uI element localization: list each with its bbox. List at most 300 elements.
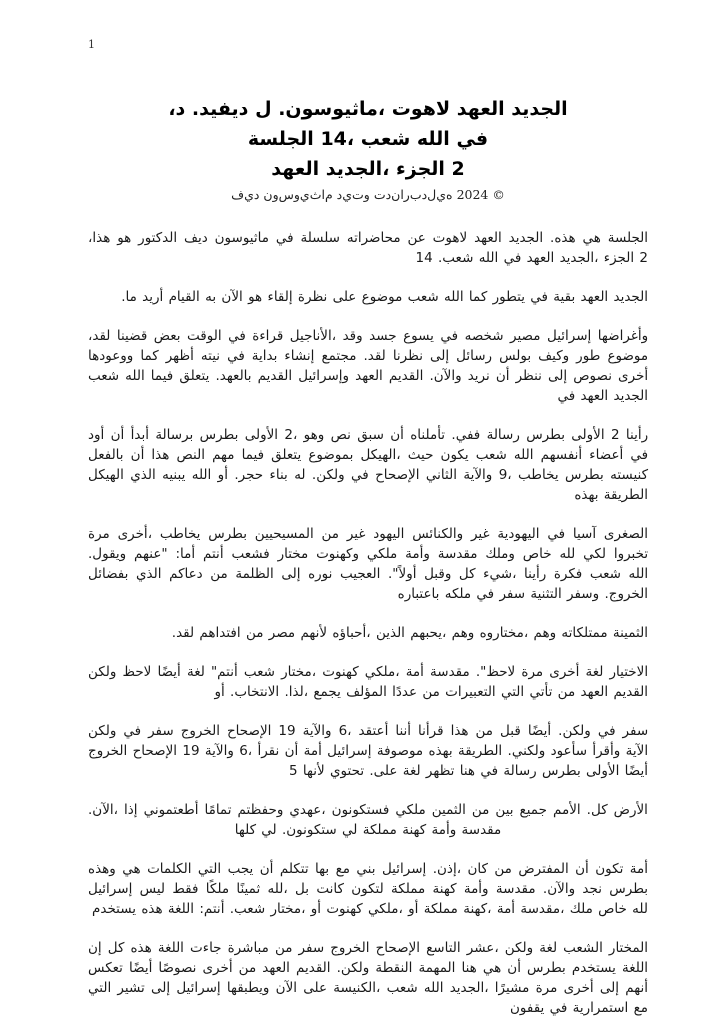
word: ملكي <box>395 802 426 818</box>
word: الطريقة <box>603 487 648 503</box>
word: الجديد <box>613 388 648 404</box>
word: من <box>475 723 494 739</box>
word: الهيكل، <box>360 447 401 463</box>
word: اللغة <box>157 940 184 956</box>
word: ننظر <box>515 368 542 384</box>
word: مختاروه، <box>479 625 529 641</box>
word: لله <box>632 901 648 917</box>
word: يستخدم <box>571 960 616 976</box>
word: هو <box>248 289 263 305</box>
word: ولكن <box>504 940 534 956</box>
word: به <box>205 289 217 305</box>
word: كهنة <box>432 881 457 897</box>
word: الإصحاح <box>226 723 272 739</box>
word: .ولكن <box>558 723 591 739</box>
word: أعضاء <box>589 447 624 463</box>
word: نصوصًا <box>158 960 197 976</box>
word: الاختيار <box>609 664 649 680</box>
word: أحباؤه، <box>332 625 371 641</box>
word: 19 <box>182 743 200 759</box>
word: لاهوت <box>432 230 468 246</box>
word: الكلمات <box>147 861 192 877</box>
word: موضوع <box>361 289 403 305</box>
word: التعبيرات <box>445 684 496 700</box>
word: رسالة <box>486 427 520 443</box>
word: .الآن، <box>88 802 119 818</box>
word: .على <box>369 763 398 779</box>
word: الآية <box>625 743 649 759</box>
word: .ولكن <box>336 960 370 976</box>
word: د‌ي‌ف <box>231 187 260 202</box>
word: الله <box>444 289 464 305</box>
word: 9، <box>498 467 512 483</box>
word: المهمة <box>418 960 456 976</box>
word: أبدأ <box>130 427 149 443</box>
word: مملكة <box>423 901 458 917</box>
word: هي <box>482 960 502 976</box>
word: طور <box>576 348 601 364</box>
word: أخرى <box>618 368 649 384</box>
word: كلها <box>234 822 256 838</box>
word: سفر <box>499 586 526 602</box>
word: الجديد <box>511 98 568 120</box>
word: تأملناه <box>410 427 446 443</box>
word: العهد <box>456 98 505 120</box>
word: 6، <box>239 743 253 759</box>
paragraph <box>88 859 648 919</box>
word: إذا <box>124 802 138 818</box>
word: أن <box>110 427 125 443</box>
word: سفر <box>148 723 174 739</box>
word: لاحظ <box>122 664 152 680</box>
word: في <box>476 586 495 602</box>
word: يكون <box>440 447 469 463</box>
word: ،لقد <box>88 328 111 344</box>
word: النص <box>176 447 205 463</box>
word: وأمة <box>463 881 489 897</box>
word: يقفون <box>510 1000 545 1016</box>
word: إلى <box>281 566 301 582</box>
word: وكيف <box>538 348 570 364</box>
word: النقطة <box>375 960 413 976</box>
word: مجتمع <box>321 348 357 364</box>
word: تكون <box>595 861 624 877</box>
word: الله <box>191 467 212 483</box>
word: أو <box>310 901 322 917</box>
word: .ولكن <box>311 467 345 483</box>
word: رأينا <box>524 566 547 582</box>
word: ملكي، <box>364 664 400 680</box>
word: يتعلق <box>179 368 210 384</box>
word: لله، <box>267 881 288 897</box>
word: في <box>350 467 369 483</box>
word: أخرى <box>202 960 233 976</box>
word: 2‌0‌2‌4 <box>456 187 489 202</box>
word: الجديد، <box>559 250 599 266</box>
word: شعب <box>407 289 439 305</box>
word: أمة <box>629 861 649 877</box>
word: الذي <box>135 566 162 582</box>
word: إلى <box>429 348 450 364</box>
word: قراءة <box>252 328 284 344</box>
word: .ستكونون <box>281 822 337 838</box>
word: إلقاء <box>267 289 293 305</box>
word: ولكن <box>88 664 117 680</box>
word: .لذا، <box>284 684 309 700</box>
word: ليس <box>139 881 166 897</box>
paragraph <box>88 721 648 781</box>
word: شعب <box>88 368 120 384</box>
paragraph <box>88 623 648 643</box>
word: الهيكل <box>88 467 124 483</box>
word: الخروج <box>330 940 370 956</box>
word: ،هذا <box>88 230 111 246</box>
word: موصوفة <box>376 743 424 759</box>
word: :أما <box>175 546 196 562</box>
word: أريد <box>142 289 164 305</box>
word: والكنائس <box>412 526 464 542</box>
title-line-2 <box>88 124 648 154</box>
word: بولس <box>499 348 532 364</box>
word: تظهر <box>425 763 455 779</box>
word: كهنوت <box>322 664 359 680</box>
word: و‌ت‌ي‌د <box>336 187 370 202</box>
word: وهم <box>533 625 557 641</box>
word: ملكي، <box>368 901 403 917</box>
word: الكنيسة، <box>333 980 381 996</box>
word: برسالة <box>155 427 194 443</box>
word: نص <box>330 427 351 443</box>
word: لأنهم <box>300 625 328 641</box>
word: .بالعهد <box>215 368 252 384</box>
word: يتعلق <box>271 447 302 463</box>
word: وأغراضها <box>597 328 649 344</box>
word: © <box>492 187 505 202</box>
word: وحفظتم <box>237 802 284 818</box>
word: هنا <box>459 763 476 779</box>
word: كانت <box>316 881 344 897</box>
word: مع <box>633 1000 648 1016</box>
word: مصير <box>510 328 541 344</box>
word: وهم <box>451 625 475 641</box>
word: مشيرًا <box>494 980 530 996</box>
word: وقد <box>342 328 363 344</box>
word: مقدسة <box>495 881 536 897</box>
word: الآن <box>275 980 298 996</box>
word: نيته <box>200 348 221 364</box>
word: فستكونون <box>331 802 390 818</box>
word: 5 <box>289 763 298 779</box>
word: أطعتموني <box>143 802 199 818</box>
word: لاهوت <box>391 98 451 120</box>
word: قرأنا <box>418 723 444 739</box>
word: باعتباره <box>397 586 440 602</box>
word: الله <box>125 368 145 384</box>
word: التي <box>197 861 222 877</box>
word: مهم <box>212 447 235 463</box>
word: أو <box>217 467 228 483</box>
word: الطريقة <box>457 743 503 759</box>
word: الثاني <box>425 467 457 483</box>
word: بني <box>356 861 376 877</box>
word: أنفسهم <box>540 447 583 463</box>
word: وأمة <box>405 546 430 562</box>
word: الصغرى <box>603 526 648 542</box>
word: أظهر <box>165 348 194 364</box>
word: الإصحاح <box>132 743 178 759</box>
word: غير <box>470 526 490 542</box>
word: .ولكني <box>507 743 546 759</box>
word: لغة <box>585 664 604 680</box>
word: 19 <box>278 723 296 739</box>
word: بطرس <box>609 881 649 897</box>
word: إلى <box>150 980 171 996</box>
title-line-1 <box>88 94 648 124</box>
word: بطرس <box>564 467 604 483</box>
word: يخاطب <box>518 467 559 483</box>
word: .لقد <box>363 348 386 364</box>
word: والآية <box>302 723 332 739</box>
word: الجلسة <box>607 230 649 246</box>
word: تتكلم <box>279 861 309 877</box>
word: أعتقد <box>358 723 389 739</box>
word: من <box>557 684 576 700</box>
paragraph <box>88 524 648 604</box>
word: هذه <box>130 940 152 956</box>
word: الإصحاح <box>375 467 420 483</box>
word: الخروج <box>180 723 220 739</box>
copyright-line <box>88 186 648 204</box>
word: أو <box>408 901 419 917</box>
word: موضوع <box>607 348 649 364</box>
word: لغة <box>539 940 558 956</box>
word: لأنها <box>302 763 325 779</box>
word: بموضوع <box>308 447 354 463</box>
word: نظرنا <box>392 348 423 364</box>
word: الجلسة <box>247 128 314 150</box>
word: هنا <box>461 960 477 976</box>
word: م‌ا‌ث‌ي‌و‌س‌و‌ن <box>263 187 333 202</box>
word: الثمينة <box>612 625 648 641</box>
word: لي <box>261 822 277 838</box>
word: رسالة <box>503 763 537 779</box>
word: إسرائيل <box>176 980 221 996</box>
word: بالفعل <box>88 447 124 463</box>
word: لتكون <box>351 881 384 897</box>
word: مقدسة <box>461 822 502 838</box>
word: الجديد <box>613 289 648 305</box>
word: آسيا <box>572 526 597 542</box>
word: في <box>228 328 246 344</box>
word: بل <box>295 881 309 897</box>
word: سفر <box>298 940 325 956</box>
word: والآية <box>204 743 234 759</box>
word: حيث <box>407 447 434 463</box>
word: بفضائل <box>88 566 129 582</box>
word: الجزء <box>603 250 635 266</box>
word: القيام <box>168 289 200 305</box>
word: عددًا <box>392 684 418 700</box>
word: من <box>321 526 340 542</box>
word: أمة <box>303 743 322 759</box>
word: مرة <box>88 526 110 542</box>
word: المختار <box>608 940 649 956</box>
word: أمة <box>496 901 516 917</box>
paragraph <box>88 425 648 505</box>
word: في <box>227 348 245 364</box>
word: بطرس <box>526 427 565 443</box>
word: الجديد، <box>449 980 489 996</box>
word: المؤلف <box>346 684 387 700</box>
word: أيضًا <box>527 723 552 739</box>
word: .والآن <box>542 881 576 897</box>
word: .ماثيوسون، <box>278 98 386 120</box>
title-line-3 <box>88 154 648 184</box>
word: إسرائيل <box>327 743 372 759</box>
word: .حجر <box>234 467 264 483</box>
word: من <box>274 940 293 956</box>
word: .ما <box>121 289 137 305</box>
quote-paragraph <box>88 800 648 840</box>
word: مملكة <box>391 881 426 897</box>
word: ولكن <box>88 723 117 739</box>
word: بهذه <box>574 487 599 503</box>
word: العهد <box>355 368 383 384</box>
word: .الانتخاب <box>230 684 280 700</box>
word: هذا <box>151 447 170 463</box>
word: إسرائيل <box>381 861 427 877</box>
word: 6، <box>338 723 352 739</box>
word: الجديد، <box>325 158 390 180</box>
word: خاص <box>522 546 552 562</box>
word: بطرس <box>527 960 566 976</box>
word: بطرس <box>199 427 239 443</box>
word: 14 <box>415 250 433 266</box>
word: من <box>471 802 490 818</box>
word: ،د <box>168 98 186 120</box>
word: وملك <box>485 546 515 562</box>
word: يتطور <box>492 289 525 305</box>
word: خاص <box>598 901 627 917</box>
word: تخبروا <box>613 546 649 562</box>
word: .شعب <box>229 901 266 917</box>
word: في <box>530 289 548 305</box>
word: على <box>332 289 357 305</box>
word: من <box>494 861 512 877</box>
word: شخصه <box>464 328 504 344</box>
word: 2 <box>639 250 648 266</box>
word: من <box>245 625 264 641</box>
word: في <box>597 723 616 739</box>
word: ملكًا <box>205 881 230 897</box>
word: هي <box>122 861 141 877</box>
word: في <box>630 447 649 463</box>
word: في <box>480 763 499 779</box>
word: بداية <box>251 348 278 364</box>
word: العهد <box>271 158 320 180</box>
word: كنيسته <box>610 467 649 483</box>
word: بعض <box>153 328 181 344</box>
word: وهذه <box>88 861 116 877</box>
word: إسرائيل <box>546 328 592 344</box>
paragraph <box>88 662 648 702</box>
word: نجد <box>582 881 602 897</box>
word: اليهودية <box>497 526 540 542</box>
word: الإصحاح <box>375 940 421 956</box>
word: الله <box>423 980 444 996</box>
word: في <box>549 1000 568 1016</box>
word: تشير <box>117 980 145 996</box>
word: العجيب <box>339 566 381 582</box>
word: اللغة <box>621 960 649 976</box>
word: شعب <box>475 447 507 463</box>
word: لي <box>342 822 358 838</box>
word: الأناجيل، <box>289 328 337 344</box>
word: الأرض <box>613 802 648 818</box>
word: عن <box>407 230 426 246</box>
word: 2 <box>451 158 465 180</box>
word: مباشرة <box>227 940 269 956</box>
word: مرة <box>521 664 544 680</box>
word: بين <box>495 802 514 818</box>
word: إنشاء <box>284 348 315 364</box>
word: جاءت <box>190 940 222 956</box>
word: محاضراته <box>346 230 401 246</box>
word: نوره <box>308 566 333 582</box>
word: الله <box>478 250 499 266</box>
word: كهنوت <box>326 901 363 917</box>
word: شعب <box>243 664 275 680</box>
word: يجب <box>227 861 254 877</box>
word: أن <box>575 861 589 877</box>
word: العهد <box>580 684 609 700</box>
word: ملك <box>569 901 593 917</box>
word: بطرس <box>208 526 247 542</box>
word: القديم <box>257 368 293 384</box>
word: المسيحيين <box>254 526 314 542</box>
word: وأقرأ <box>592 743 621 759</box>
word: فكرة <box>553 566 583 582</box>
word: القديم <box>388 368 424 384</box>
word: .كل <box>586 802 608 818</box>
word: أود <box>88 427 105 443</box>
word: كل <box>458 566 476 582</box>
word: من <box>210 566 228 582</box>
word: هي <box>582 230 601 246</box>
word: الأولى <box>571 427 605 443</box>
word: كما <box>468 289 488 305</box>
word: وكهنوت <box>316 546 360 562</box>
paragraph <box>88 228 648 268</box>
word: مقدسة، <box>520 901 565 917</box>
word: ديف <box>184 230 208 246</box>
word: والآية <box>463 467 493 483</box>
word: سبق <box>357 427 384 443</box>
paragraph <box>88 326 648 406</box>
word: .إذن، <box>432 861 462 877</box>
word: الله <box>513 447 534 463</box>
word: أننا <box>395 723 412 739</box>
word: مرة <box>535 980 558 996</box>
word: بها <box>315 861 330 877</box>
word: هو <box>117 230 132 246</box>
word: افتداهم <box>199 625 241 641</box>
word: إسرائيل <box>88 881 133 897</box>
word: كهنة <box>402 822 427 838</box>
word: كهنة، <box>463 901 492 917</box>
word: .ويقول <box>88 546 127 562</box>
word: شيء، <box>483 566 517 582</box>
